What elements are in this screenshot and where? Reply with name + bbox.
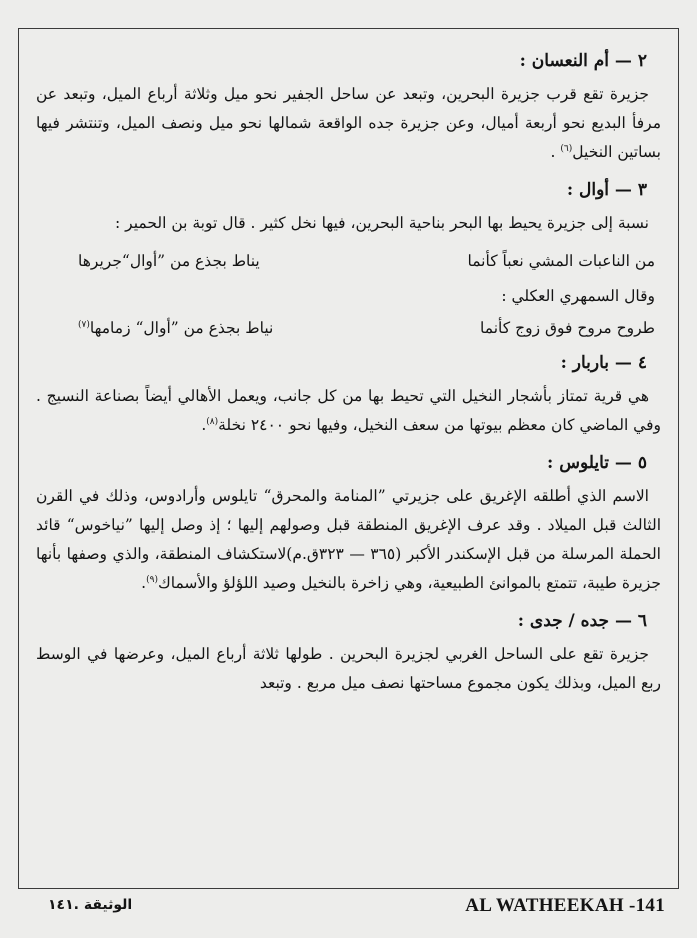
footnote-ref: (٧) (78, 319, 90, 330)
verse-line-1 (78, 246, 655, 277)
footer-arabic-page-label: الوثيقة .١٤١ (48, 897, 133, 913)
paragraph-text: هي قرية تمتاز بأشجار النخيل التي تحيط بها من كل جانب، ويعمل الأهالي أيضاً بصناعة النسيج . وفي الماضي كان معظم بيوتها من سعف النخيل، وفيها نحو ٢٤٠٠ نخلة (36, 387, 661, 434)
paragraph-tail: . (550, 143, 561, 161)
footer-english-page-label: AL WATHEEKAH -141 (465, 895, 665, 916)
verse-line-2 (78, 313, 655, 344)
paragraph-umm-al-nasan (36, 80, 661, 167)
footnote-ref: (٩) (146, 574, 158, 585)
footnote-ref: (٦) (560, 143, 573, 154)
heading-jidda: ٦ — جده / جدى : (517, 611, 647, 631)
heading-awal: ٣ — أوال : (566, 180, 647, 200)
paragraph-text: جزيرة تقع قرب جزيرة البحرين، وتبعد عن ساحل الجفير نحو ميل وثلاثة أرباع الميل، وتبعد عن مرفأ البديع نحو أربعة أميال، وعن جزيرة جده الواقعة شمالها نحو ميل ونصف الميل، وتنتشر فيها بساتين النخيل (36, 85, 661, 161)
verse-2-right-hemistich: طروح مروح فوق زوج كأنما (480, 319, 655, 337)
page-footer (18, 893, 679, 925)
heading-tylos: ٥ — تايلوس : (547, 453, 647, 473)
paragraph-text: الاسم الذي أطلقه الإغريق على جزيرتي ”المنامة والمحرق“ تايلوس وأرادوس، وذلك في القرن الثالث قبل الميلاد . وقد عرف الإغريق المنطقة قبل وصولهم إليها ؛ إذ وصل إليها ”نياخوس“ قائد الحملة المرسلة من قبل الإسكندر الأكبر (٣٦٥ — ٣٢٣ق.م)لاستكشاف المنطقة، والذي وصفها بأنها جزيرة طيبة، تتمتع بالموانئ الطبيعية، وهي زاخرة بالنخيل وصيد اللؤلؤ والأسماك (36, 487, 661, 592)
paragraph-tail: . (201, 416, 207, 434)
paragraph-awal: نسبة إلى جزيرة يحيط بها البحر بناحية البحرين، فيها نخل كثير . قال توبة بن الحمير : (115, 214, 649, 232)
verse-1-right-hemistich: من الناعبات المشي نعباً كأنما (467, 252, 655, 270)
paragraph-barbar (36, 382, 661, 440)
footnote-ref: (٨) (206, 416, 219, 427)
verse-2-left-text: نياط بجذع من ”أوال“ زمامها (89, 319, 274, 337)
verse-2-left-hemistich (78, 313, 273, 344)
heading-barbar: ٤ — باربار : (560, 353, 647, 373)
paragraph-tylos (36, 482, 661, 598)
heading-umm-al-nasan: ٢ — أم النعسان : (519, 51, 647, 71)
paragraph-jidda: جزيرة تقع على الساحل الغربي لجزيرة البحرين . طولها ثلاثة أرباع الميل، وعرضها في الوسط ربع الميل، وبذلك يكون مجموع مساحتها نصف ميل مربع . وتبعد (36, 645, 661, 692)
paragraph-tail: . (141, 574, 147, 592)
poet-attribution: وقال السمهري العكلي : (501, 287, 655, 305)
verse-1-left-hemistich: يناط بجذع من ”أوال“جريرها (78, 252, 260, 270)
page-body (36, 46, 661, 706)
